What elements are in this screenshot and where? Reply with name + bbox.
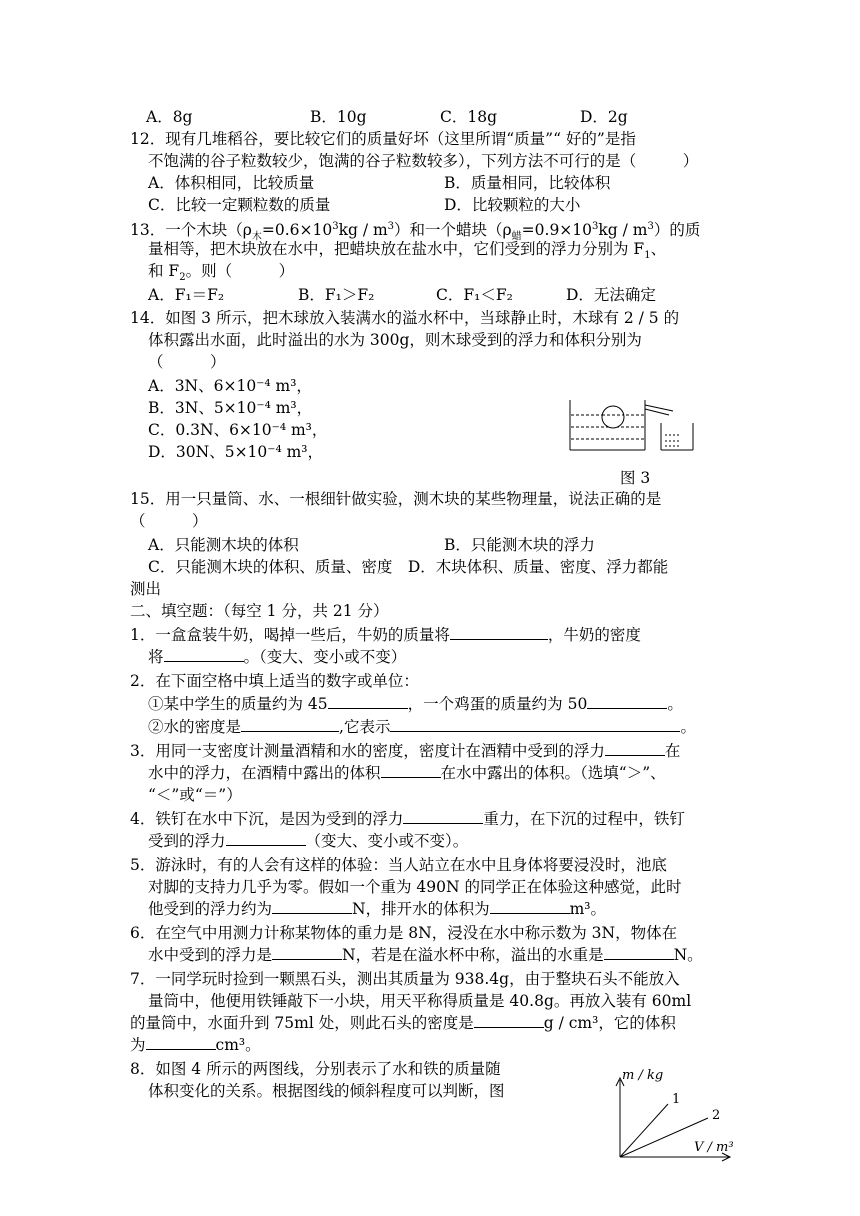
q13-option-b: B．F₁＞F₂ [298,286,375,304]
q13-sub: 木 [251,231,262,243]
f8-line1: 8．如图 4 所示的两图线，分别表示了水和铁的质量随 [130,1060,501,1078]
f2-line1: 2．在下面空格中填上适当的数字或单位： [130,672,419,690]
f3-text: 在水中露出的体积。（选填“＞”、 [440,764,666,782]
f3-text: 在 [664,742,681,760]
q13-text: 13．一个木块（ρ [130,221,252,240]
q13-text: kg / m [598,221,648,240]
f5-line2: 对脚的支持力几乎为零。假如一个重为 490N 的同学正在体验这种感觉，此时 [148,878,682,896]
f7-line3 [130,1012,676,1034]
q15-line2: （ ） [130,512,208,530]
q15-line1: 15．用一只量筒、水、一根细针做实验，测木块的某些物理量，说法正确的是 [130,490,662,508]
q13-sub: 2 [179,272,186,284]
q13-sub: 蜡 [511,231,522,243]
q13-option-c: C．F₁＜F₂ [436,286,513,304]
f3-line1 [130,740,680,762]
line-2-label: 2 [712,1108,721,1123]
q14-line3: （ ） [148,353,226,371]
blank[interactable] [605,740,665,756]
y-axis-label: m / kg [622,1068,664,1083]
f1-line2 [148,646,406,668]
f2-text: ②水的密度是 [148,718,242,736]
f6-line2 [148,944,703,966]
q13-sup: 3 [647,221,654,232]
f7-line1: 7．一同学玩时捡到一颗黑石头，测出其质量为 938.4g，由于整块石头不能放入 [130,970,680,988]
f2-text: ,它表示 [339,718,391,736]
overflow-cup-figure [565,395,705,455]
f5-line3 [148,898,606,920]
f7-text: 为 [130,1036,146,1054]
figure3-caption: 图 3 [620,469,651,487]
blank[interactable] [328,693,408,709]
blank[interactable] [450,624,548,640]
q13-text: ）和一个蜡块（ρ [394,221,512,240]
f5-text: N，排开水的体积为 [352,900,490,918]
x-axis-label: V / m³ [694,1140,734,1155]
f2-text: 。 [680,718,696,736]
f2-text: ，一个鸡蛋的质量约为 50 [407,695,588,713]
blank[interactable] [604,944,674,960]
f4-line1 [130,808,685,830]
section2-title: 二、填空题：（每空 1 分，共 21 分） [130,602,389,620]
q13-sup: 3 [592,221,599,232]
wooden-ball [602,406,624,428]
q12-line2: 不饱满的谷子粒数较少，饱满的谷子粒数较多），下列方法不可行的是（ ） [148,152,699,170]
f4-text: 受到的浮力 [148,832,226,850]
blank[interactable] [390,716,680,732]
q13-text: 。则（ ） [185,262,295,280]
blank[interactable] [226,830,306,846]
q13-text: =0.9×10 [521,221,593,240]
f6-line1: 6．在空气中用测力计称某物体的重力是 8N，浸没在水中称示数为 3N，物体在 [130,924,678,942]
f1-text: 1．一盒盒装牛奶，喝掉一些后，牛奶的质量将 [130,626,450,644]
q15-options-row2: C．只能测木块的体积、质量、密度 D．木块体积、质量、密度、浮力都能 [148,558,669,576]
blank[interactable] [587,693,667,709]
graph-line-1 [620,1104,668,1157]
q12-options-row2 [148,194,581,216]
f4-text: 4．铁钉在水中下沉，是因为受到的浮力 [130,810,404,828]
f2-line2 [148,693,683,715]
q11-option-b: B．10g [310,108,367,126]
f1-line1 [130,624,641,646]
q13-sup: 3 [332,221,339,232]
f7-text: cm³。 [215,1036,261,1054]
q13-text: kg / m [338,221,388,240]
f6-text: N，若是在溢水杯中称，溢出的水重是 [342,946,604,964]
q13-text: 量相等，把木块放在水中，把蜡块放在盐水中，它们受到的浮力分别为 F [148,240,645,258]
f5-text: 他受到的浮力约为 [148,900,273,918]
f6-text: N。 [673,946,703,964]
q13-text: ）的质 [653,221,701,240]
f3-text: 水中的浮力，在酒精中露出的体积 [148,764,381,782]
q13-option-a: A．F₁＝F₂ [148,286,225,304]
q15-option-a: A．只能测木块的体积 [148,536,299,554]
q12-options-row1 [148,172,611,194]
q13-sub: 1 [644,250,651,262]
q12-option-d: D．比较颗粒的大小 [444,196,581,214]
q13-option-d: D．无法确定 [566,286,656,304]
f5-line1: 5．游泳时，有的人会有这样的体验：当人站立在水中且身体将要浸没时，池底 [130,856,667,874]
f1-text: 。（变大、变小或不变） [243,648,407,666]
q12-line1: 12．现有几堆稻谷，要比较它们的质量好坏（这里所谓“质量”“ 好的”是指 [130,130,636,148]
q11-option-a: A．8g [146,108,193,126]
q11-option-c: C．18g [440,108,498,126]
f7-line4 [130,1034,261,1056]
f3-line2 [148,762,666,784]
blank[interactable] [146,1034,216,1050]
blank[interactable] [474,1012,544,1028]
cup-spout [645,409,669,415]
f5-text: m³。 [569,900,607,918]
q15-options-cont: 测出 [130,580,162,598]
q13-options [148,284,656,306]
f1-text: 将 [148,648,164,666]
f2-line3 [148,716,696,738]
blank[interactable] [403,808,483,824]
f3-text: 3．用同一支密度计测量酒精和水的密度，密度计在酒精中受到的浮力 [130,742,605,760]
blank[interactable] [272,944,342,960]
q14-option-c: C．0.3N、6×10⁻⁴ m³， [148,421,328,439]
f7-text: g / cm³，它的体积 [543,1014,676,1032]
q11-option-d: D．2g [580,108,628,126]
q14-line1: 14．如图 3 所示，把木球放入装满水的溢水杯中，当球静止时，木球有 2 / 5 的 [130,309,680,327]
f1-text: ，牛奶的密度 [547,626,641,644]
q14-option-d: D．30N、5×10⁻⁴ m³， [148,443,324,461]
q13-sup: 3 [387,221,395,232]
q12-option-c: C．比较一定颗粒数的质量 [148,196,331,214]
blank[interactable] [241,716,339,732]
f4-text: （变大、变小或不变）。 [305,832,469,850]
q15-options-row1 [148,534,595,556]
q13-text: 和 F [148,262,180,280]
f4-line2 [148,830,468,852]
f7-text: 的量筒中，水面升到 75ml 处，则此石头的密度是 [130,1014,474,1032]
q13-text: 、 [650,240,667,258]
f2-text: ①某中学生的质量约为 45 [148,695,328,713]
f4-text: 重力，在下沉的过程中，铁钉 [483,810,685,828]
blank[interactable] [490,898,570,914]
q12-option-a: A．体积相同，比较质量 [148,174,315,192]
blank[interactable] [272,898,352,914]
f8-line2: 体积变化的关系。根据图线的倾斜程度可以判断，图 [148,1082,505,1100]
blank[interactable] [164,646,244,662]
q15-option-b: B．只能测木块的浮力 [444,536,595,554]
blank[interactable] [381,762,441,778]
q14-option-b: B．3N、5×10⁻⁴ m³， [148,399,313,417]
q12-option-b: B．质量相同，比较体积 [444,174,611,192]
f2-text: 。 [667,695,683,713]
f3-line3: “＜”或“＝”） [148,786,242,804]
q14-option-a: A．3N、6×10⁻⁴ m³， [148,377,312,395]
f6-text: 水中受到的浮力是 [148,946,273,964]
line-1-label: 1 [672,1092,681,1107]
q14-line2: 体积露出水面，此时溢出的水为 300g，则木球受到的浮力和体积分别为 [148,331,642,349]
q13-text: =0.6×10 [261,221,333,240]
f7-line2: 量筒中，他便用铁锤敲下一小块，用天平称得质量是 40.8g。再放入装有 60ml [148,992,692,1010]
